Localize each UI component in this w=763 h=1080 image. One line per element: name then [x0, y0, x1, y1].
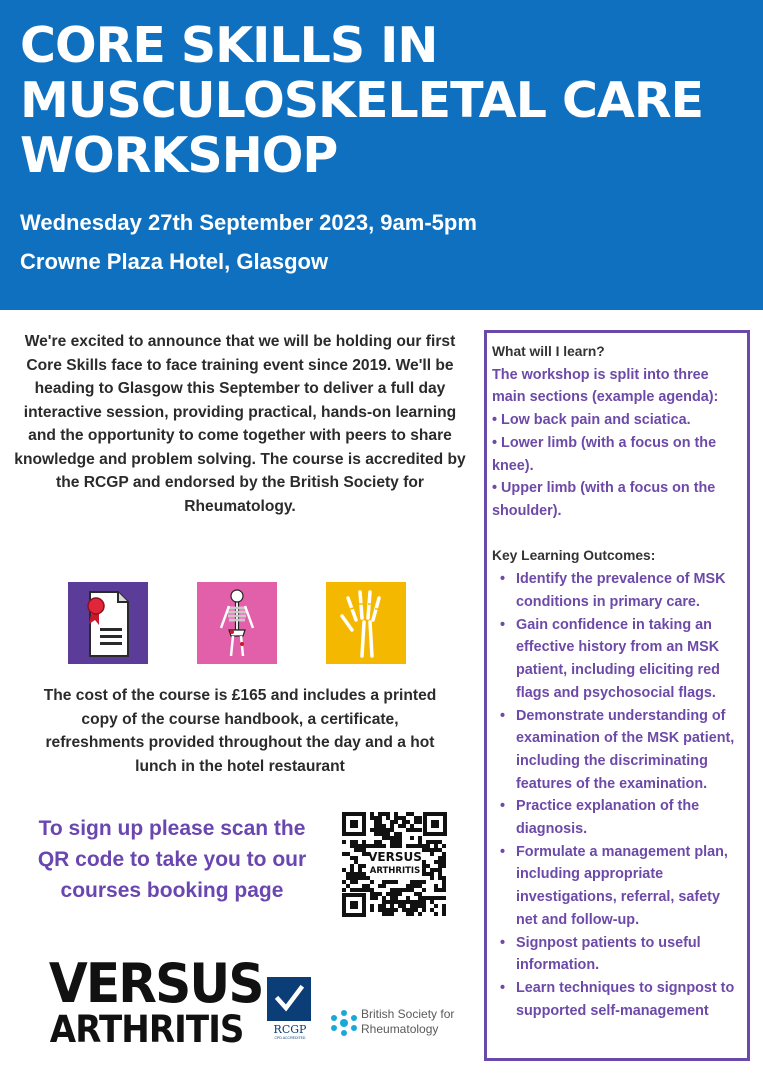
signup-text: To sign up please scan the QR code to take you to our courses booking page: [37, 817, 307, 902]
rcgp-logo-text: RCGP: [273, 1023, 307, 1036]
agenda-intro: The workshop is split into three main sections (example agenda):: [492, 366, 719, 406]
checkmark-icon: [267, 977, 311, 1021]
versus-logo-line1: VERSUS: [48, 952, 263, 1015]
learning-sidebar: [484, 330, 750, 1061]
agenda-item: • Lower limb (with a focus on the knee).: [492, 434, 717, 474]
hand-xray-icon: [326, 582, 406, 664]
agenda-item: • Low back pain and sciatica.: [492, 412, 691, 429]
outcome-item: • Learn techniques to signpost to supported self-management: [492, 977, 741, 1022]
outcome-item: • Gain confidence in taking an effective history from an MSK patient, including eliciting red flags and psychosocial flags.: [492, 614, 741, 705]
qr-code[interactable]: [338, 808, 451, 921]
sidebar-question: What will I learn?: [492, 344, 605, 359]
bsr-star-icon: [330, 1009, 358, 1037]
rcgp-logo-sub: CPD ACCREDITED: [274, 1036, 306, 1040]
outcome-item: • Demonstrate understanding of examination of the MSK patient, including the discriminating features of the examination.: [492, 705, 741, 796]
bsr-logo-line1: British Society for: [361, 1007, 455, 1021]
versus-arthritis-logo: [42, 952, 263, 1051]
page-title: CORE SKILLS IN MUSCULOSKELETAL CARE WORKSHOP: [20, 17, 704, 184]
event-venue: Crowne Plaza Hotel, Glasgow: [20, 249, 329, 274]
outcomes-list: [492, 568, 741, 1022]
certificate-icon: [68, 582, 148, 664]
cost-paragraph: The cost of the course is £165 and includes a printed copy of the course handbook, a certificate, refreshments provided throughout the day and a hot lunch in the hotel restaurant: [43, 687, 437, 775]
outcome-item: • Signpost patients to useful information.: [492, 932, 741, 977]
versus-logo-line2: ARTHRITIS: [49, 1008, 244, 1051]
bsr-logo: [330, 1005, 475, 1041]
qr-label-versus: VERSUS: [368, 850, 422, 864]
agenda-item: • Upper limb (with a focus on the shoulder).: [492, 480, 716, 519]
intro-paragraph: We're excited to announce that we will be holding our first Core Skills face to face training event since 2019. We'll be heading to Glasgow this September to deliver a full day interactive session, providing practical, hands-on learning and the opportunity to come together with peers to share knowledge and problem solving. The course is accredited by the RCGP and endorsed by the British Society for Rheumatology.: [14, 333, 466, 515]
header-banner: [0, 0, 763, 310]
qr-label-arthritis: ARTHRITIS: [369, 866, 421, 876]
rcgp-logo: [267, 977, 313, 1049]
outcome-item: • Identify the prevalence of MSK conditions in primary care.: [492, 568, 741, 613]
skeleton-icon: [197, 582, 277, 664]
outcomes-title: Key Learning Outcomes:: [492, 547, 656, 563]
bsr-logo-line2: Rheumatology: [361, 1022, 439, 1036]
event-date: Wednesday 27th September 2023, 9am-5pm: [20, 210, 477, 235]
outcome-item: • Practice explanation of the diagnosis.: [492, 795, 741, 840]
outcome-item: • Formulate a management plan, including appropriate investigations, referral, safety net and follow-up.: [492, 841, 741, 932]
